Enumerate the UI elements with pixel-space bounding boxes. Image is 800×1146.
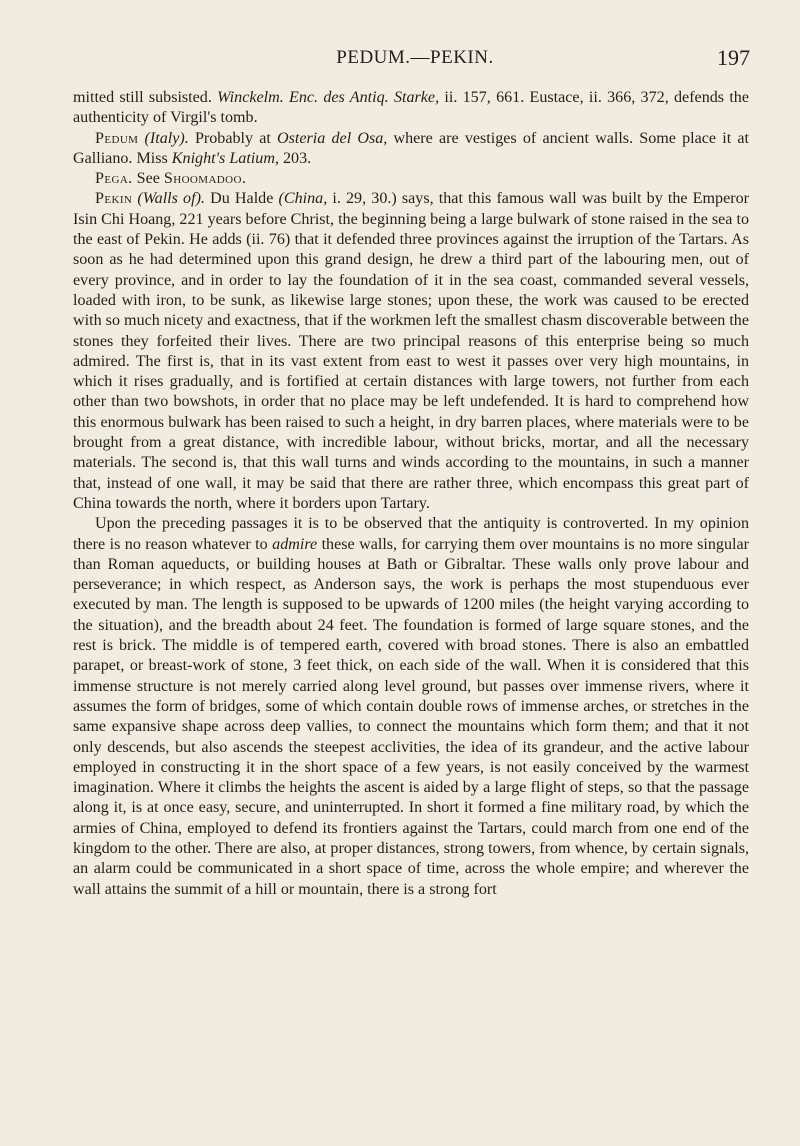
text-run: See [132, 170, 164, 188]
italic-run: (China, [278, 190, 328, 208]
text-run: where are vestiges of ancient walls. Some place it at Galliano. Miss [73, 129, 749, 167]
text-run: 203. [278, 149, 312, 167]
italic-run: (Italy). [138, 129, 189, 147]
text-run: ii. 157, 661. Eustace, ii. 366, 372, defends the authenticity of Virgil's tomb. [73, 89, 749, 127]
italic-run: Winckelm. Enc. des Antiq. Starke, [217, 89, 440, 106]
text-run: these walls, for carrying them over mountains is no more singular than Roman aqueducts, or building houses at Bath or Gibraltar. These walls only prove labour and perseverance; in which respect, as Anderson says, the work is perhaps the most stupenduous ever executed by man. The length is supposed to be upwards of 1200 miles (the height varying according to the situation), and the breadth about 24 feet. The foundation is formed of large square stones, and the rest is brick. The middle is of tempered earth, covered with broad stones. There is also an embattled parapet, or breast-work of stone, 3 feet thick, on each side of the wall. When it is considered that this immense structure is not merely carried along level ground, but passes over immense rivers, where it assumes the form of bridges, some of which contain double rows of immense arches, or stretches in the same expansive shape across deep vallies, to connect the mountains which form them; and that it not only descends, but also ascends the steepest acclivities, the idea of its grandeur, and the active labour employed in constructing it in the short space of a few years, is not easily conceived by the warmest imagination. Where it climbs the heights the ascent is aided by a large flight of steps, so that the passage along it, is at once easy, secure, and uninterrupted. In short it formed a fine military road, by which the armies of China, employed to defend its frontiers against the Tartars, could march from one end of the kingdom to the other. There are also, at proper distances, strong towers, from whence, by certain signals, an alarm could be communicated in a short space of time, across the whole empire; and wherever the wall attains the summit of a hill or mountain, there is a strong fort [73, 535, 749, 898]
text-run: Probably at [188, 129, 278, 147]
text-run: Du Halde [204, 190, 279, 208]
entry-pekin-continued [73, 514, 749, 900]
text-run: mitted still subsisted. [73, 89, 218, 106]
running-head: PEDUM.—PEKIN. [336, 47, 494, 68]
headword: Pekin [95, 190, 133, 208]
italic-run: admire [272, 535, 318, 553]
text-run: i. 29, 30.) says, that this famous wall was built by the Emperor Isin Chi Hoang, 221 years before Christ, the beginning being a large bulwark of stone raised in the sea to the east of Pekin. He adds (ii. 76) that it defended three provinces against the irruption of the Tartars. As soon as he had determined upon this grand design, he drew a third part of the labouring men, out of every province, and in order to lay the foundation of it in the sea coast, commanded several vessels, loaded with iron, to be sunk, as likewise large stones; upon these, the work was caused to be erected with so much nicety and exactness, that if the workmen left the smallest chasm discoverable between the stones they forfeited their lives. There are two principal reasons of this enterprise being so much admired. The first is, that in its vast extent from east to west it passes over very high mountains, in which it rises gradually, and is fortified at certain distances with large towers, not further from each other than two bowshots, in order that no place may be left undefended. It is hard to comprehend how this enormous bulwark has been raised to such a height, in dry barren places, where materials were to be brought from a great distance, with incredible labour, without bricks, mortar, and all the necessary materials. The second is, that this wall turns and winds according to the mountains, in such a manner that, instead of one wall, it may be said that there are rather three, which encompass this great part of China towards the north, where it borders upon Tartary. [73, 190, 749, 512]
headword: Pedum [95, 129, 139, 147]
italic-run: Knight's Latium, [171, 149, 279, 167]
text-run: Upon the preceding passages it is to be observed that the antiquity is controverted. In my opinion there is no reason whatever to [73, 515, 749, 553]
entry-pedum [73, 129, 749, 170]
entry-pekin [73, 189, 749, 514]
headword: Shoomadoo. [163, 170, 247, 188]
body-text [73, 88, 749, 900]
italic-run: Osteria del Osa, [277, 129, 388, 147]
italic-run: (Walls of). [132, 190, 205, 208]
entry-pega [73, 169, 749, 189]
headword: Pega. [95, 170, 133, 188]
page-number: 197 [717, 45, 750, 70]
entry-continuation [73, 88, 749, 129]
page-header [0, 47, 800, 75]
